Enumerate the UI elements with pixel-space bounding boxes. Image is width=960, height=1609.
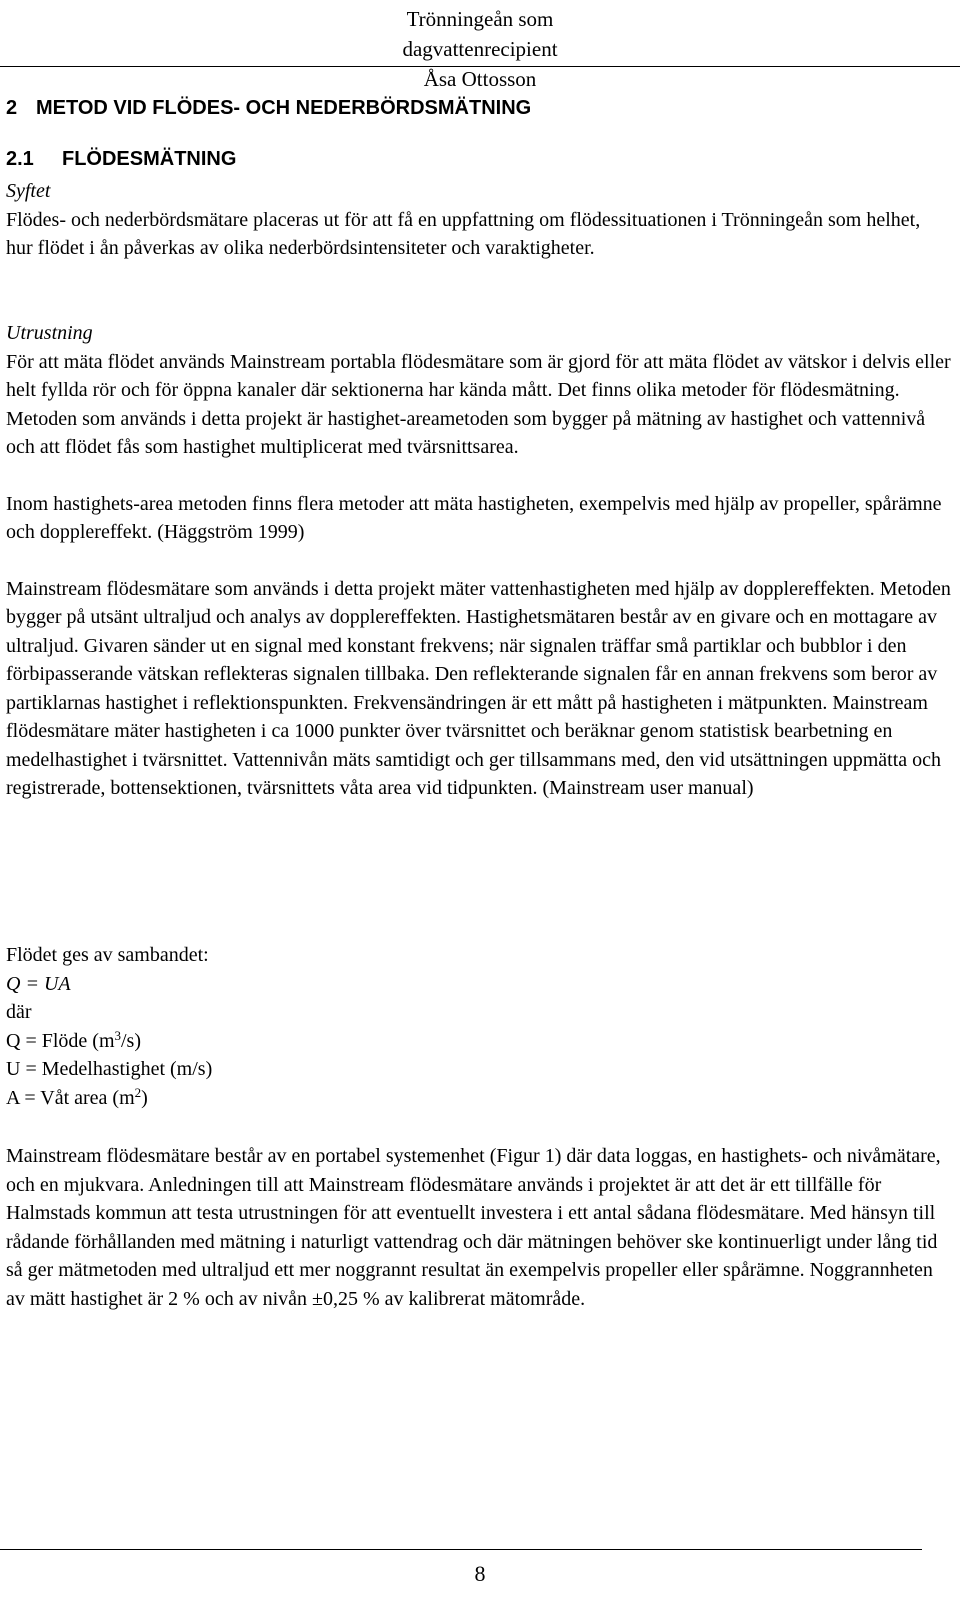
section-heading [6,97,531,120]
formula-section [6,941,951,1112]
header-title: Trönningeån som dagvattenrecipient [402,7,558,61]
subsection-number: 2.1 [6,148,34,170]
utrustning-paragraph-3: Mainstream flödesmätare som används i detta projekt mäter vattenhastigheten med hjälp av dopplereffekten. Metoden bygger på utsänt ultraljud och analys av dopplereffekten. Hastighetsmätaren består av en givare och en mottagare av ultraljud. Givaren sänder ut en signal med konstant frekvens; när signalen träffar små partiklar och bubblor i den förbipasserande vätskan reflekteras signalen tillbaka. Den reflekterande signalen får en annan frekvens som beror av partiklarnas hastighet i reflektionspunkten. Frekvensändringen är ett mått på hastigheten i mätpunkten. Mainstream flödesmätare mäter hastigheten i ca 1000 punkter över tvärsnittet och beräknar genom statistisk bearbetning en medelhastighet i tvärsnittet. Vattennivån mäts samtidigt och ger tillsammans med, den vid utsättningen uppmätta och registrerade, bottensektionen, tvärsnittets våta area vid tidpunkten. (Mainstream user manual) [6,577,951,799]
formula-q-definition: Q = Flöde $(m^3/s)$ [6,1027,141,1052]
closing-section [6,1142,951,1313]
utrustning-section [6,319,951,803]
subsection-title: FLÖDESMÄTNING [62,148,237,170]
syftet-heading: Syftet [6,180,51,202]
formula-intro: Flödet ges av sambandet: [6,944,209,966]
formula-where: där [6,1001,32,1023]
utrustning-paragraph-1: För att mäta flödet används Mainstream portabla flödesmätare som är gjord för att mäta flödet av vätskor i delvis eller helt fyllda rör och för öppna kanaler där sektionerna har kända mått. Det finns olika metoder för flödesmätning. Metoden som används i detta projekt är hastighet-areametoden som bygger på mätning av hastighet och vattennivå och att flödet fås som hastighet multiplicerat med tvärsnittsarea. [6,350,951,458]
syftet-section [6,177,951,263]
header-divider [0,66,960,67]
header-author: Åsa Ottosson [423,67,537,91]
syftet-paragraph: Flödes- och nederbördsmätare placeras ut för att få en uppfattning om flödessituationen i Trönningeån som helhet, hur flödet i ån påverkas av olika nederbördsintensiteter och varaktigheter. [6,208,921,259]
formula-equation: Q = UA [6,972,71,995]
utrustning-heading: Utrustning [6,322,93,344]
closing-paragraph: Mainstream flödesmätare består av en portabel systemenhet (Figur 1) där data loggas, en hastighets- och nivåmätare, och en mjukvara. Anledningen till att Mainstream flödesmätare används i projektet är att det är ett tillfälle för Halmstads kommun att testa utrustningen för att eventuellt investera i ett antal sådana flödesmätare. Med hänsyn till rådande förhållanden med mätning i naturligt vattendrag och där mätningen behöver ske kontinuerligt under lång tid så ger mätmetoden med ultraljud ett mer noggrannt resultat än exempelvis propeller eller spårämne. Noggrannheten av mätt hastighet är 2 % och av nivån ±0,25 % av kalibrerat mätområde. [6,1145,941,1310]
footer-divider [0,1549,922,1550]
subsection-heading [6,148,236,171]
section-number: 2 [6,97,18,119]
page-number: 8 [474,1561,486,1586]
formula-a-definition: A = Våt area $(m^2)$ [6,1084,148,1109]
formula-u-definition: U = Medelhastighet (m/s) [6,1058,213,1080]
running-header [0,4,960,94]
section-title: METOD VID FLÖDES- OCH NEDERBÖRDSMÄTNING [36,97,532,119]
utrustning-paragraph-2: Inom hastighets-area metoden finns flera metoder att mäta hastigheten, exempelvis med hjälp av propeller, spårämne och dopplereffekt. (Häggström 1999) [6,492,942,543]
